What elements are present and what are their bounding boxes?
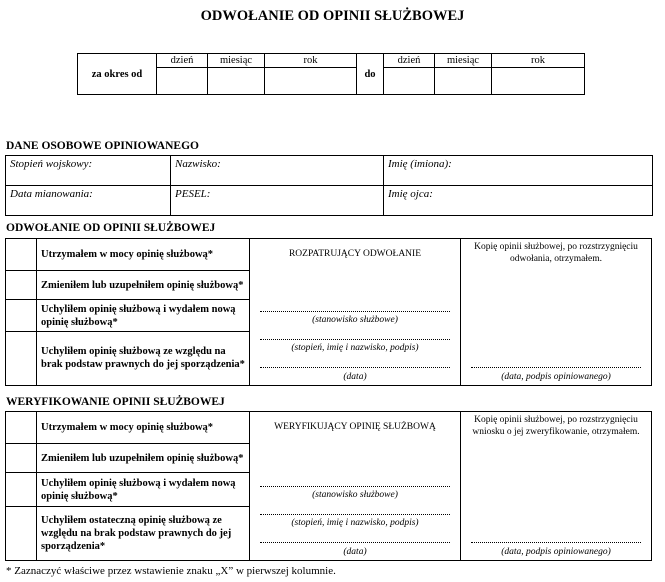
names-label: Imię (imiona): — [388, 158, 452, 170]
appeal-reviewer-cell — [250, 239, 461, 386]
surname-label: Nazwisko: — [175, 158, 221, 170]
verify-receipt-text: Kopię opinii służbowej, po rozstrzygnięciu wniosku o jej zweryfikowanie, otrzymałem. — [472, 415, 640, 437]
verify-option-2-checkbox[interactable] — [6, 444, 37, 473]
verify-receipt-signature-line[interactable] — [471, 542, 641, 543]
to-label: do — [357, 54, 384, 95]
appeal-option-2: Zmieniłem lub uzupełniłem opinię służbową* — [37, 271, 250, 300]
from-day-field[interactable] — [157, 68, 208, 95]
father-name-label: Imię ojca: — [388, 188, 433, 200]
appeal-receipt-caption: (data, podpis opiniowanego) — [501, 372, 611, 382]
from-label: za okres od — [78, 54, 157, 95]
appeal-date-caption: (data) — [343, 372, 367, 382]
from-year-field[interactable] — [265, 68, 357, 95]
from-day-header: dzień — [157, 54, 208, 68]
verify-option-1-checkbox[interactable] — [6, 412, 37, 444]
verify-reviewer-title: WERYFIKUJĄCY OPINIĘ SŁUŻBOWĄ — [274, 422, 436, 432]
to-month-header: miesiąc — [435, 54, 492, 68]
verify-receipt-cell — [461, 412, 652, 561]
appeal-section-header: ODWOŁANIE OD OPINII SŁUŻBOWEJ — [6, 222, 216, 234]
appeal-receipt-text: Kopię opinii służbowej, po rozstrzygnięciu odwołania, otrzymałem. — [474, 242, 638, 264]
appeal-position-line[interactable] — [260, 311, 450, 312]
names-field[interactable] — [384, 156, 653, 186]
appeal-option-2-checkbox[interactable] — [6, 271, 37, 300]
period-table — [77, 53, 585, 95]
verify-signature-line[interactable] — [260, 514, 450, 515]
verify-section-header: WERYFIKOWANIE OPINII SŁUŻBOWEJ — [6, 396, 225, 408]
to-month-field[interactable] — [435, 68, 492, 95]
appeal-option-1: Utrzymałem w mocy opinię służbową* — [37, 239, 250, 271]
appeal-receipt-signature-line[interactable] — [471, 367, 641, 368]
verify-option-3-checkbox[interactable] — [6, 473, 37, 506]
verify-position-caption: (stanowisko służbowe) — [312, 490, 398, 500]
appeal-signature-line[interactable] — [260, 339, 450, 340]
verify-option-3: Uchyliłem opinię służbową i wydałem nową opinię służbową* — [37, 473, 250, 506]
verify-option-4: Uchyliłem ostateczną opinię służbową ze względu na brak podstaw prawnych do jej sporządzenia* — [37, 506, 250, 560]
from-month-header: miesiąc — [208, 54, 265, 68]
pesel-field[interactable] — [171, 186, 384, 216]
appeal-option-3-checkbox[interactable] — [6, 300, 37, 331]
page-title: ODWOŁANIE OD OPINII SŁUŻBOWEJ — [200, 8, 465, 24]
appeal-reviewer-title: ROZPATRUJĄCY ODWOŁANIE — [288, 249, 422, 259]
verify-option-1: Utrzymałem w mocy opinię służbową* — [37, 412, 250, 444]
appointment-date-field[interactable] — [6, 186, 171, 216]
verify-date-line[interactable] — [260, 542, 450, 543]
to-year-field[interactable] — [492, 68, 585, 95]
pesel-label: PESEL: — [175, 188, 211, 200]
father-name-field[interactable] — [384, 186, 653, 216]
verify-signature-caption: (stopień, imię i nazwisko, podpis) — [291, 518, 419, 528]
verify-receipt-caption: (data, podpis opiniowanego) — [501, 547, 611, 557]
rank-field[interactable] — [6, 156, 171, 186]
appeal-table — [5, 238, 652, 386]
appeal-receipt-cell — [461, 239, 652, 386]
from-year-header: rok — [265, 54, 357, 68]
rank-label: Stopień wojskowy: — [10, 158, 93, 170]
personal-data-table — [5, 155, 653, 216]
appeal-date-line[interactable] — [260, 367, 450, 368]
to-day-field[interactable] — [384, 68, 435, 95]
appeal-option-3: Uchyliłem opinię służbową i wydałem nową opinię służbową* — [37, 300, 250, 331]
footnote: * Zaznaczyć właściwe przez wstawienie znaku „X” w pierwszej kolumnie. — [6, 565, 336, 577]
appeal-option-4: Uchyliłem opinię służbową ze względu na brak podstaw prawnych do jej sporządzenia* — [37, 331, 250, 385]
appeal-signature-caption: (stopień, imię i nazwisko, podpis) — [291, 343, 419, 353]
verify-reviewer-cell — [250, 412, 461, 561]
from-month-field[interactable] — [208, 68, 265, 95]
verify-option-4-checkbox[interactable] — [6, 506, 37, 560]
appeal-position-caption: (stanowisko służbowe) — [312, 315, 398, 325]
to-year-header: rok — [492, 54, 585, 68]
to-day-header: dzień — [384, 54, 435, 68]
appointment-date-label: Data mianowania: — [10, 188, 93, 200]
verify-option-2: Zmieniłem lub uzupełniłem opinię służbową* — [37, 444, 250, 473]
verify-date-caption: (data) — [343, 547, 367, 557]
verify-table — [5, 411, 652, 561]
appeal-option-1-checkbox[interactable] — [6, 239, 37, 271]
personal-section-header: DANE OSOBOWE OPINIOWANEGO — [6, 140, 199, 152]
appeal-option-4-checkbox[interactable] — [6, 331, 37, 385]
surname-field[interactable] — [171, 156, 384, 186]
verify-position-line[interactable] — [260, 486, 450, 487]
